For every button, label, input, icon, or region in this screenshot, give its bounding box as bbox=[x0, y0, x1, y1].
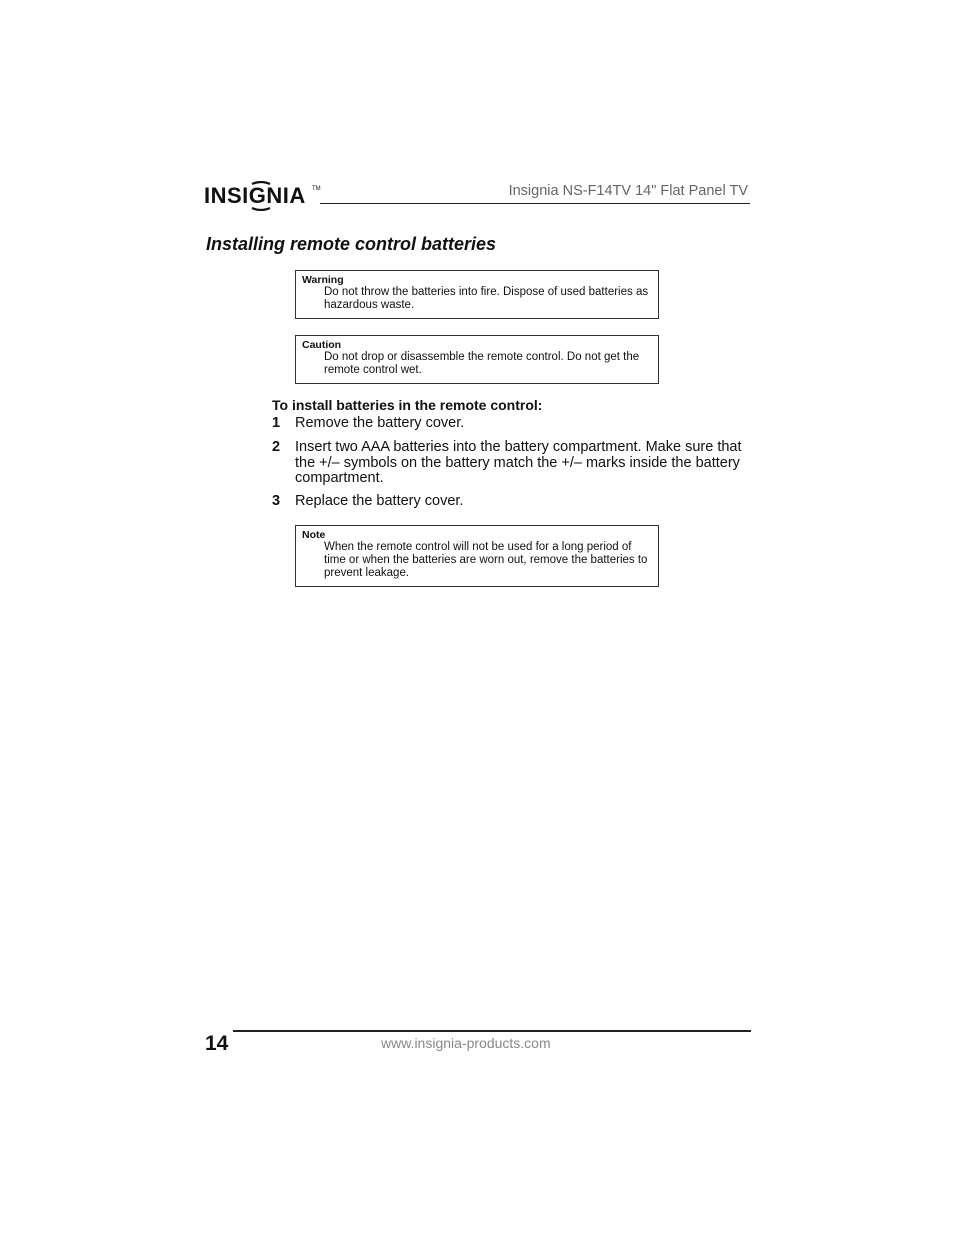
note-box bbox=[295, 525, 659, 587]
logo-trademark: TM bbox=[312, 186, 321, 192]
step-number: 2 bbox=[272, 439, 281, 455]
procedure-heading: To install batteries in the remote control: bbox=[272, 397, 543, 413]
step-1 bbox=[272, 416, 750, 432]
caution-box bbox=[295, 335, 659, 384]
warning-box bbox=[295, 270, 659, 319]
footer-url: www.insignia-products.com bbox=[381, 1035, 551, 1051]
header-divider bbox=[320, 203, 750, 204]
step-number: 3 bbox=[272, 493, 281, 509]
note-text: When the remote control will not be used for a long period of time or when the batteries are worn out, remove the batteries to prevent leakage. bbox=[324, 541, 648, 579]
warning-text: Do not throw the batteries into fire. Dispose of used batteries as hazardous waste. bbox=[324, 286, 649, 311]
warning-label: Warning bbox=[302, 274, 344, 286]
step-2 bbox=[272, 440, 750, 487]
step-text: Insert two AAA batteries into the battery compartment. Make sure that the +/– symbols on the battery match the +/– marks inside the battery compartment. bbox=[295, 439, 742, 486]
section-title: Installing remote control batteries bbox=[206, 234, 497, 254]
product-title: Insignia NS-F14TV 14" Flat Panel TV bbox=[508, 183, 748, 199]
step-text: Remove the battery cover. bbox=[295, 415, 465, 431]
note-label: Note bbox=[302, 529, 326, 541]
logo-wordmark: INSIGNIA bbox=[204, 183, 306, 208]
step-text: Replace the battery cover. bbox=[295, 493, 464, 509]
step-number: 1 bbox=[272, 415, 281, 431]
step-3 bbox=[272, 494, 750, 510]
caution-label: Caution bbox=[302, 339, 342, 351]
page-number: 14 bbox=[205, 1032, 229, 1055]
footer-divider bbox=[233, 1030, 751, 1032]
caution-text: Do not drop or disassemble the remote control. Do not get the remote control wet. bbox=[324, 351, 640, 376]
